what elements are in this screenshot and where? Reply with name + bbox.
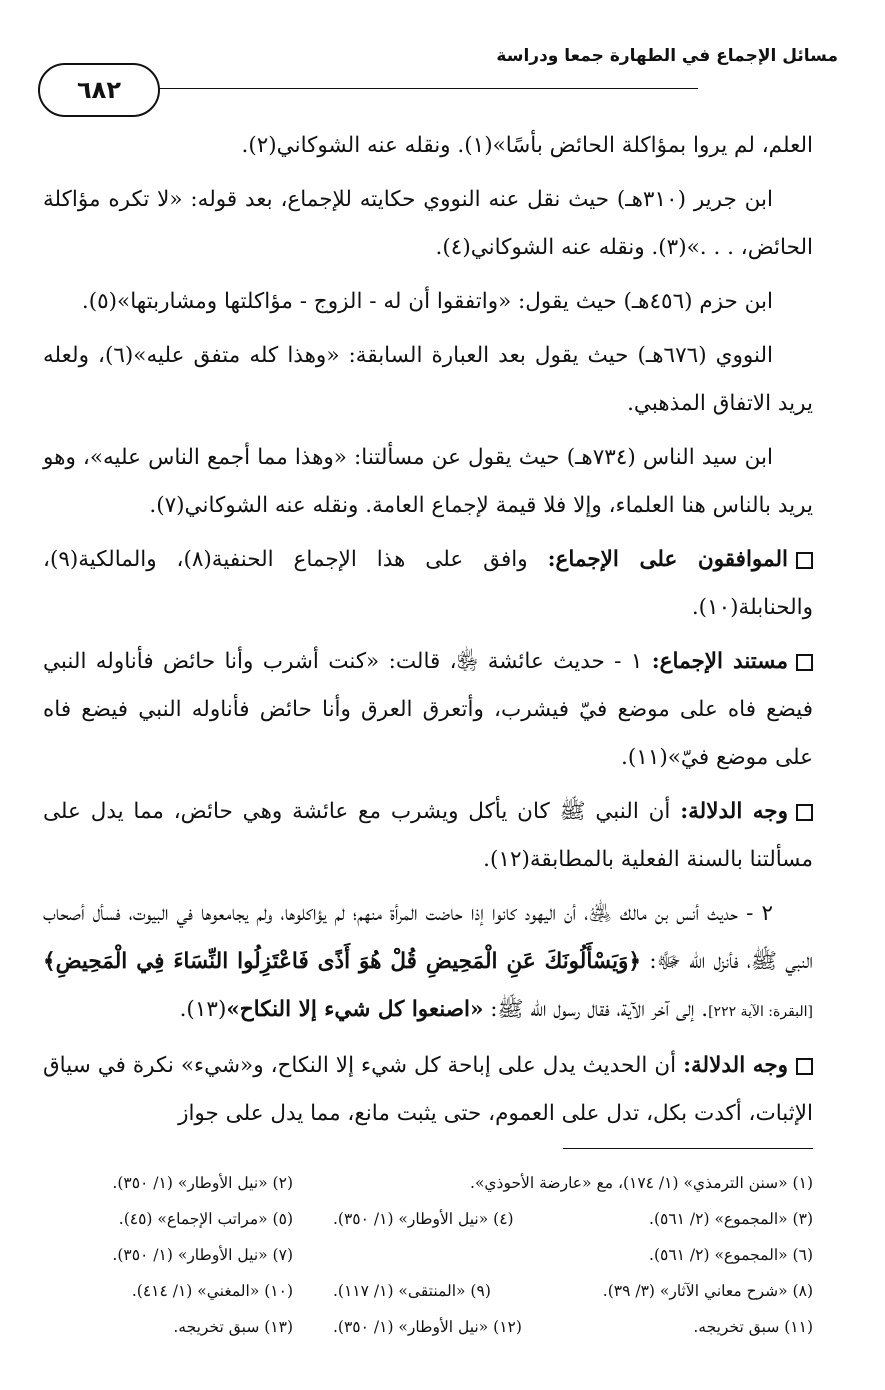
footnote: (١٠) «المغني» (١/ ٤١٤). [131, 1282, 293, 1300]
footnote: (٩) «المنتقى» (١/ ١١٧). [333, 1282, 491, 1300]
footnote: (٥) «مراتب الإجماع» (٤٥). [118, 1210, 293, 1228]
section-label: الموافقون على الإجماع: [547, 547, 788, 572]
evidence-section [43, 1042, 813, 1138]
section-label: مستند الإجماع: [651, 649, 788, 674]
paragraph: ابن جرير (٣١٠هـ) حيث نقل عنه النووي حكايته للإجماع، بعد قوله: «لا تكره مؤاكلة الحائض، . . .»(٣). ونقله عنه الشوكاني(٤). [43, 187, 813, 260]
hadith-continuation: . إلى آخر الآية، فقال رسول الله ﷺ: [490, 997, 709, 1022]
footnote-row [43, 1201, 813, 1237]
hadith-quote: «اصنعوا كل شيء إلا النكاح» [226, 997, 484, 1022]
hadith-paragraph [43, 890, 813, 1036]
footnote: (٧) «نيل الأوطار» (١/ ٣٥٠). [112, 1246, 293, 1264]
footnote: (٢) «نيل الأوطار» (١/ ٣٥٠). [112, 1174, 293, 1192]
footnotes [43, 1165, 813, 1345]
section-text: ١ - حديث عائشة ﵂، قالت: «كنت أشرب وأنا حائض فأناوله النبي فيضع فاه على موضع فيّ فيشرب، وأتعرق العرق وأنا حائض فأناوله النبي فيضع فاه على موضع فيّ»(١١). [43, 649, 813, 770]
section-text: وافق على هذا الإجماع الحنفية(٨)، والمالكية(٩)، والحنابلة(١٠). [43, 547, 813, 620]
paragraph: ابن سيد الناس (٧٣٤هـ) حيث يقول عن مسألتنا: «وهذا مما أجمع الناس عليه»، وهو يريد بالناس هنا العلماء، وإلا فلا قيمة لإجماع العامة. ونقله عنه الشوكاني(٧). [43, 445, 813, 518]
square-bullet-icon [796, 1058, 813, 1075]
square-bullet-icon [796, 804, 813, 821]
footnote-row [43, 1309, 813, 1345]
main-text [43, 122, 813, 1144]
footnote-row [43, 1273, 813, 1309]
hadith-end: (١٣). [179, 997, 227, 1022]
paragraph: العلم، لم يروا بمؤاكلة الحائض بأسًا»(١). ونقله عنه الشوكاني(٢). [241, 133, 813, 158]
square-bullet-icon [796, 552, 813, 569]
square-bullet-icon [796, 654, 813, 671]
quran-verse: ﴿وَيَسْأَلُونَكَ عَنِ الْمَحِيضِ قُلْ هُوَ أَذًى فَاعْتَزِلُوا النِّسَاءَ فِي الْمَحِيضِ﴾ [43, 949, 642, 974]
footnote: (٣) «المجموع» (٢/ ٥٦١). [649, 1210, 813, 1228]
section-label: وجه الدلالة: [680, 799, 788, 824]
paragraph: ابن حزم (٤٥٦هـ) حيث يقول: «واتفقوا أن له - الزوج - مؤاكلتها ومشاربتها»(٥). [81, 289, 773, 314]
footnote: (١٢) «نيل الأوطار» (١/ ٣٥٠). [333, 1318, 522, 1336]
agreeing-section [43, 536, 813, 632]
footnote-divider [563, 1148, 813, 1149]
footnote: (١١) سبق تخريجه. [693, 1318, 813, 1336]
evidence-section [43, 788, 813, 884]
hadith-text: ٢ - حديث أنس بن مالك ﵁، أن اليهود كانوا إذا حاضت المرأة منهم؛ لم يؤاكلوها، ولم يجامعوها في البيوت، فسأل أصحاب النبي ﷺ، فأنزل الله ﷻ: [43, 901, 814, 974]
page-number: ٦٨٢ [38, 63, 160, 117]
section-text: أن النبي ﷺ كان يأكل ويشرب مع عائشة وهي حائض، مما يدل على مسألتنا بالسنة الفعلية بالمطابقة(١٢). [43, 799, 813, 872]
basis-section [43, 638, 813, 782]
running-title: مسائل الإجماع في الطهارة جمعا ودراسة [496, 46, 838, 66]
page-header [38, 38, 838, 104]
footnote: (٤) «نيل الأوطار» (١/ ٣٥٠). [333, 1210, 514, 1228]
footnote-row [43, 1237, 813, 1273]
footnote: (٦) «المجموع» (٢/ ٥٦١). [649, 1246, 813, 1264]
footnote: (١) «سنن الترمذي» (١/ ١٧٤)، مع «عارضة الأحوذي». [470, 1174, 813, 1192]
footnote: (١٣) سبق تخريجه. [173, 1318, 293, 1336]
section-label: وجه الدلالة: [683, 1053, 788, 1078]
footnote-row [43, 1165, 813, 1201]
quran-reference: [البقرة: الآية ٢٢٢] [708, 1004, 813, 1020]
paragraph: النووي (٦٧٦هـ) حيث يقول بعد العبارة السابقة: «وهذا كله متفق عليه»(٦)، ولعله يريد الاتفاق المذهبي. [43, 343, 813, 416]
footnote: (٨) «شرح معاني الآثار» (٣/ ٣٩). [602, 1282, 813, 1300]
section-text: أن الحديث يدل على إباحة كل شيء إلا النكاح، و«شيء» نكرة في سياق الإثبات، أكدت بكل، تدل على العموم، حتى يثبت مانع، مما يدل على جواز [43, 1053, 813, 1126]
